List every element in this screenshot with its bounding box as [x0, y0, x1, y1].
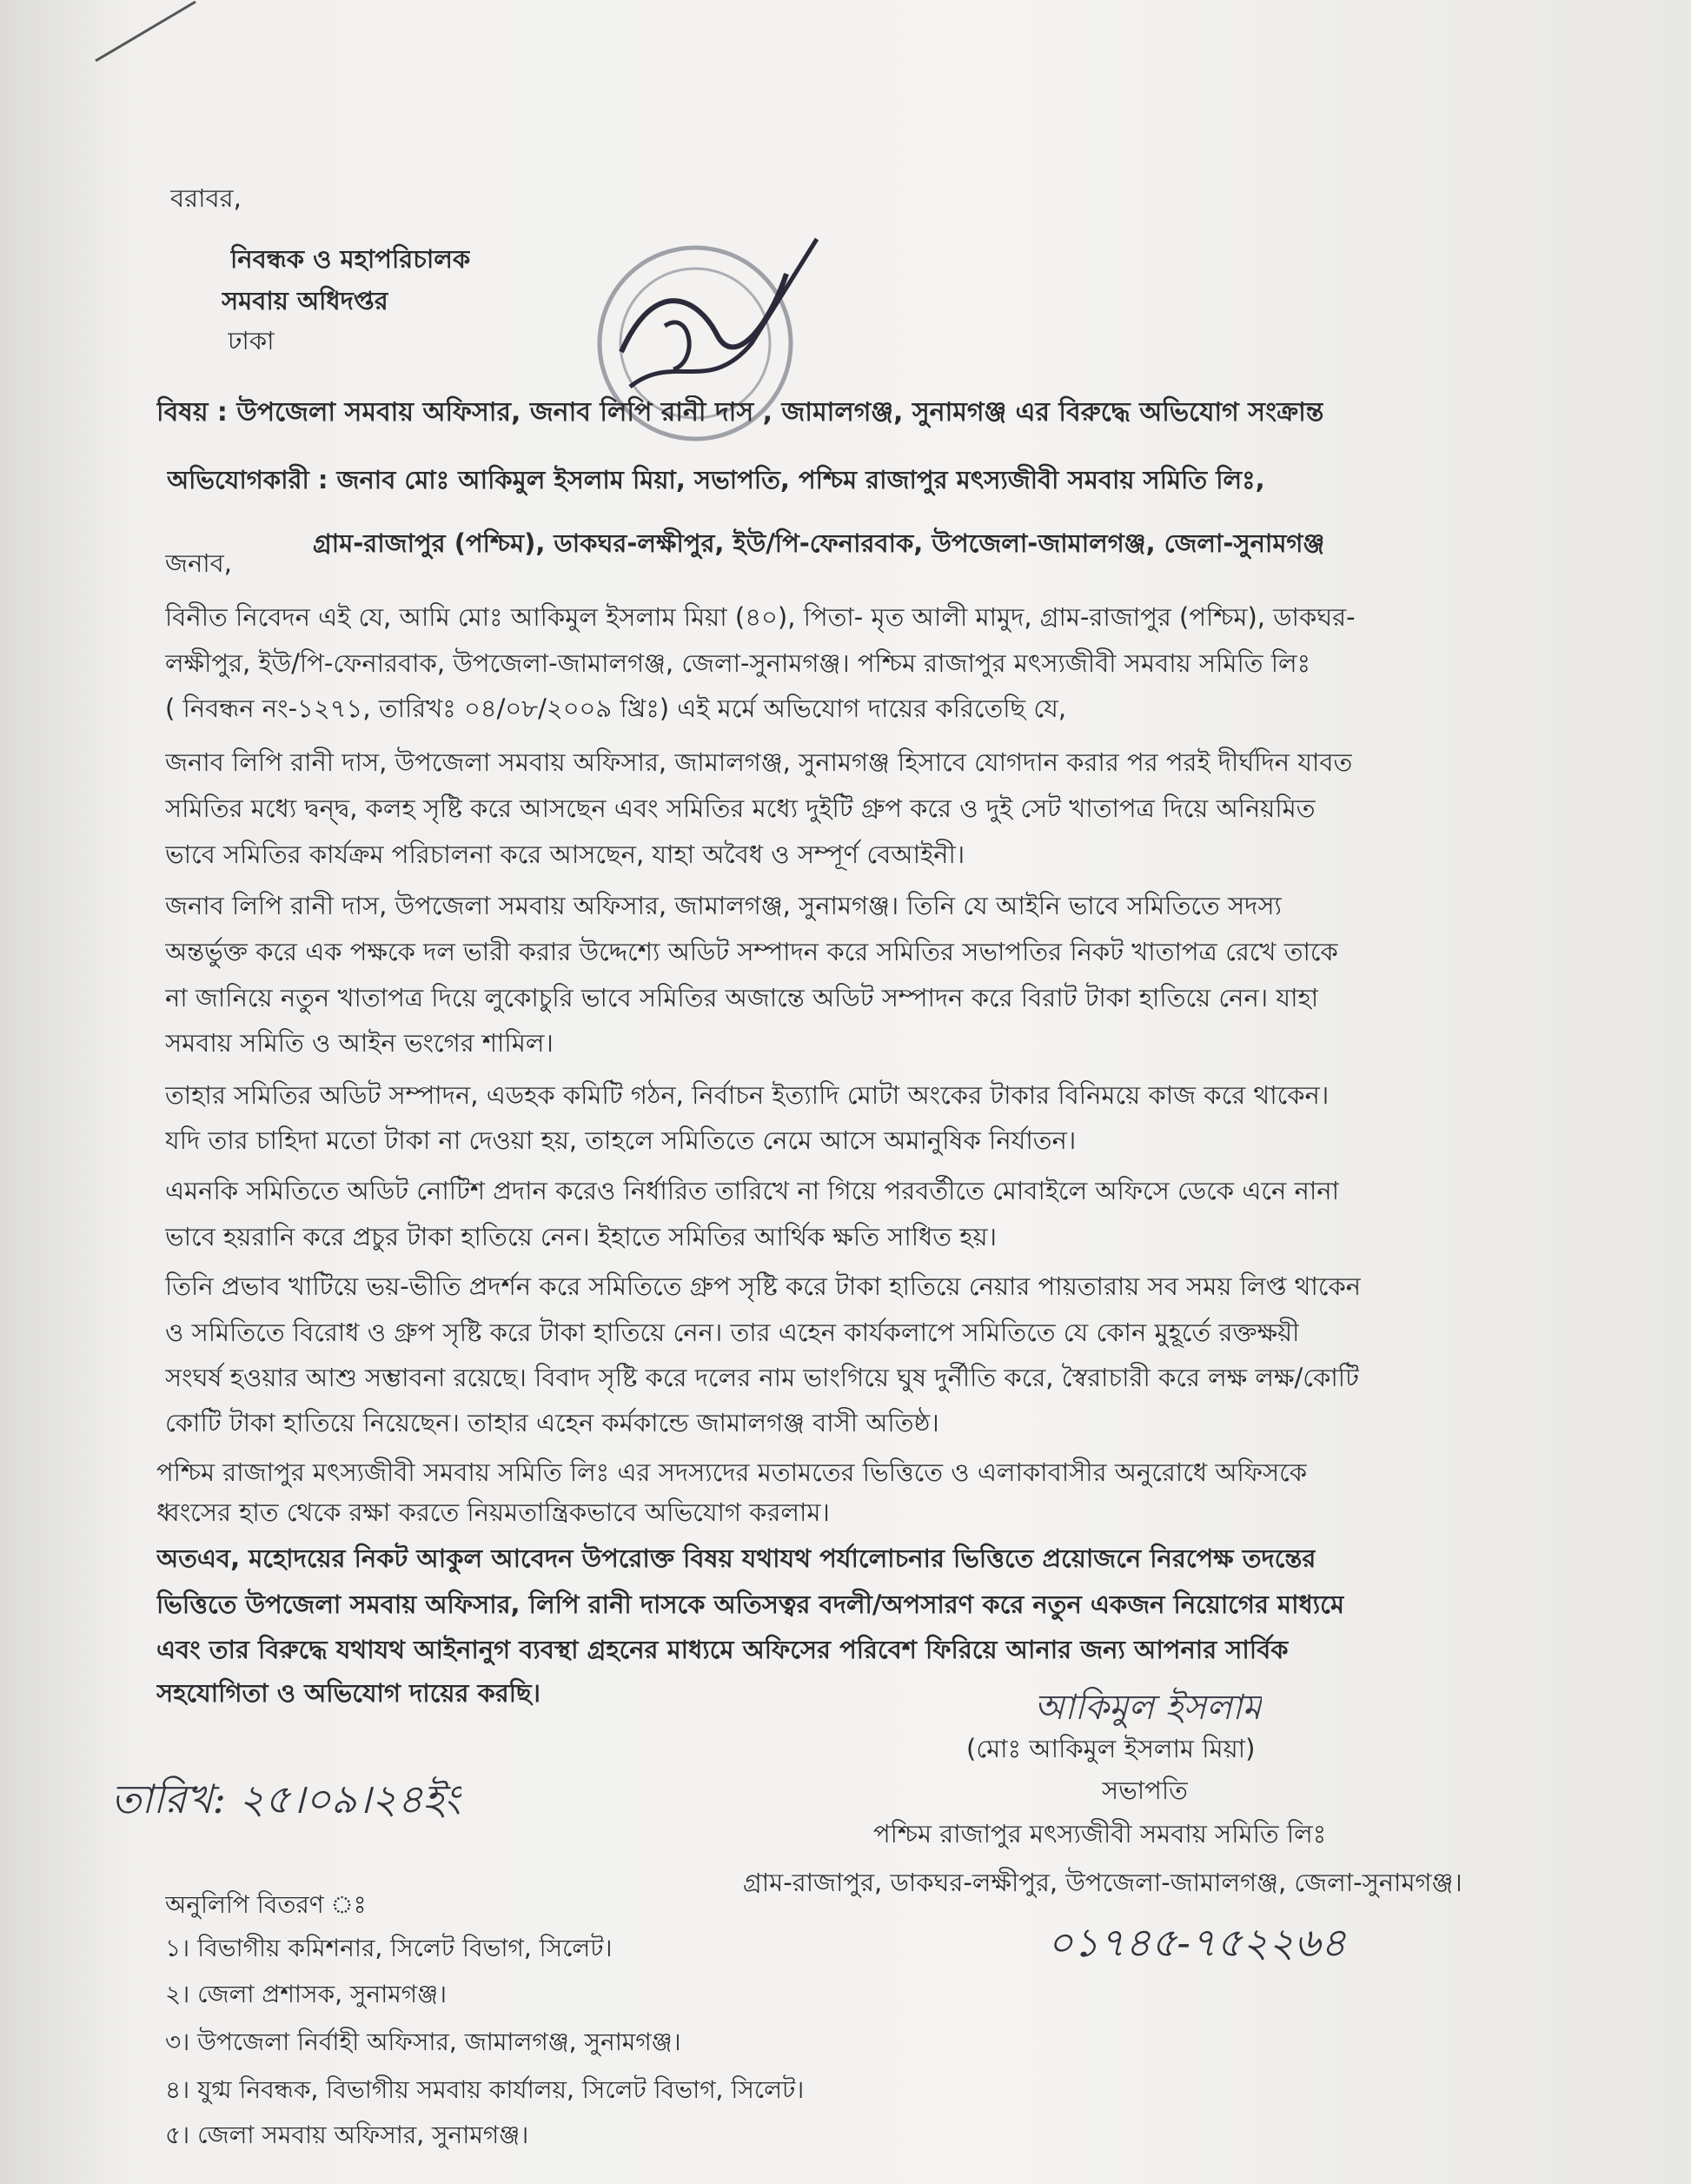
cc-item: ২। জেলা প্রশাসক, সুনামগঞ্জ। [165, 1980, 448, 2008]
complainant-line-2: গ্রাম-রাজাপুর (পশ্চিম), ডাকঘর-লক্ষীপুর, ইউ/পি-ফেনারবাক, উপজেলা-জামালগঞ্জ, জেলা-সুনামগঞ্জ [313, 528, 1325, 558]
body-line: ( নিবন্ধন নং-১২৭১, তারিখঃ ০৪/০৮/২০০৯ খ্রিঃ) এই মর্মে অভিযোগ দায়ের করিতেছি যে, [165, 694, 1067, 723]
body-line: এমনকি সমিতিতে অডিট নোটিশ প্রদান করেও নির্ধারিত তারিখে না গিয়ে পরবর্তীতে মোবাইলে অফিসে ডেকে এনে নানা [165, 1176, 1339, 1205]
signatory-address: গ্রাম-রাজাপুর, ডাকঘর-লক্ষীপুর, উপজেলা-জামালগঞ্জ, জেলা-সুনামগঞ্জ। [743, 1868, 1462, 1897]
body-line: লক্ষীপুর, ইউ/পি-ফেনারবাক, উপজেলা-জামালগঞ্জ, জেলা-সুনামগঞ্জ। পশ্চিম রাজাপুর মৎস্যজীবী সমবায় সমিতি লিঃ [165, 648, 1311, 678]
body-line: ও সমিতিতে বিরোধ ও গ্রুপ সৃষ্টি করে টাকা হাতিয়ে নেন। তার এহেন কার্যকলাপে সমিতিতে যে কোন মুহূর্তে রক্তক্ষয়ী [165, 1318, 1300, 1347]
cc-item: ৫। জেলা সমবায় অফিসার, সুনামগঞ্জ। [165, 2121, 529, 2149]
body-line: ভাবে সমিতির কার্যক্রম পরিচালনা করে আসছেন, যাহা অবৈধ ও সম্পূর্ণ বেআইনী। [165, 840, 965, 869]
body-line: পশ্চিম রাজাপুর মৎস্যজীবী সমবায় সমিতি লিঃ এর সদস্যদের মতামতের ভিত্তিতে ও এলাকাবাসীর অনুরোধে অফিসকে [156, 1457, 1308, 1487]
handwritten-signature: আকিমুল ইসলাম [1034, 1688, 1262, 1728]
body-line: সহযোগিতা ও অভিযোগ দায়ের করছি। [156, 1678, 540, 1708]
handwritten-date: তারিখ: ২৫।০৯।২৪ইং [111, 1776, 461, 1822]
body-line: সংঘর্ষ হওয়ার আশু সম্ভাবনা রয়েছে। বিবাদ সৃষ্টি করে দলের নাম ভাংগিয়ে ঘুষ দুর্নীতি করে, স্বৈরাচারী করে লক্ষ লক্ষ/কোটি [165, 1363, 1359, 1392]
signatory-title: সভাপতি [1102, 1776, 1188, 1805]
salutation-to: বরাবর, [170, 183, 242, 213]
body-line: তাহার সমিতির অডিট সম্পাদন, এডহক কমিটি গঠন, নির্বাচন ইত্যাদি মোটা অংকের টাকার বিনিময়ে কাজ করে থাকেন। [165, 1080, 1330, 1110]
body-line: ভিত্তিতে উপজেলা সমবায় অফিসার, লিপি রানী দাসকে অতিসত্বর বদলী/অপসারণ করে নতুন একজন নিয়োগের মাধ্যমে [156, 1590, 1344, 1619]
body-line: অতএব, মহোদয়ের নিকট আকুল আবেদন উপরোক্ত বিষয় যথাযথ পর্যালোচনার ভিত্তিতে প্রয়োজনে নিরপেক্ষ তদন্তের [156, 1543, 1316, 1573]
body-line: সমিতির মধ্যে দ্বন্দ্ব, কলহ সৃষ্টি করে আসছেন এবং সমিতির মধ্যে দুইটি গ্রুপ করে ও দুই সেট খাতাপত্র দিয়ে অনিয়মিত [165, 793, 1316, 823]
cc-item: ৪। যুগ্ম নিবন্ধক, বিভাগীয় সমবায় কার্যালয়, সিলেট বিভাগ, সিলেট। [165, 2075, 805, 2104]
recipient-department: সমবায় অধিদপ্তর [222, 286, 388, 315]
cc-heading: অনুলিপি বিতরণ ঃ [165, 1890, 367, 1919]
body-line: তিনি প্রভাব খাটিয়ে ভয়-ভীতি প্রদর্শন করে সমিতিতে গ্রুপ সৃষ্টি করে টাকা হাতিয়ে নেয়ার পায়তারায় সব সময় লিপ্ত থাকেন [165, 1271, 1362, 1301]
subject-line: বিষয় : উপজেলা সমবায় অফিসার, জনাব লিপি রানী দাস , জামালগঞ্জ, সুনামগঞ্জ এর বিরুদ্ধে অভিযোগ সংক্রান্ত [156, 397, 1324, 428]
greeting: জনাব, [165, 548, 233, 578]
body-line: এবং তার বিরুদ্ধে যথাযথ আইনানুগ ব্যবস্থা গ্রহনের মাধ্যমে অফিসের পরিবেশ ফিরিয়ে আনার জন্য আপনার সার্বিক [156, 1635, 1289, 1664]
body-line: জনাব লিপি রানী দাস, উপজেলা সমবায় অফিসার, জামালগঞ্জ, সুনামগঞ্জ হিসাবে যোগদান করার পর পরই দীর্ঘদিন যাবত [165, 747, 1353, 777]
recipient-title: নিবন্ধক ও মহাপরিচালক [230, 244, 471, 274]
body-line: সমবায় সমিতি ও আইন ভংগের শামিল। [165, 1028, 554, 1058]
signatory-organization: পশ্চিম রাজাপুর মৎস্যজীবী সমবায় সমিতি লিঃ [873, 1819, 1327, 1849]
pen-stroke [87, 0, 200, 70]
cc-item: ৩। উপজেলা নির্বাহী অফিসার, জামালগঞ্জ, সুনামগঞ্জ। [165, 2028, 681, 2056]
recipient-city: ঢাকা [228, 326, 275, 355]
body-line: জনাব লিপি রানী দাস, উপজেলা সমবায় অফিসার, জামালগঞ্জ, সুনামগঞ্জ। তিনি যে আইনি ভাবে সমিতিতে সদস্য [165, 891, 1282, 920]
body-line: ভাবে হয়রানি করে প্রচুর টাকা হাতিয়ে নেন। ইহাতে সমিতির আর্থিক ক্ষতি সাধিত হয়। [165, 1222, 997, 1251]
signatory-name: (মোঃ আকিমুল ইসলাম মিয়া) [966, 1734, 1256, 1763]
body-line: কোটি টাকা হাতিয়ে নিয়েছেন। তাহার এহেন কর্মকান্ডে জামালগঞ্জ বাসী অতিষ্ঠ। [165, 1408, 939, 1437]
body-line: বিনীত নিবেদন এই যে, আমি মোঃ আকিমুল ইসলাম মিয়া (৪০), পিতা- মৃত আলী মামুদ, গ্রাম-রাজাপুর (পশ্চিম), ডাকঘর- [165, 602, 1356, 632]
body-line: না জানিয়ে নতুন খাতাপত্র দিয়ে লুকোচুরি ভাবে সমিতির অজান্তে অডিট সম্পাদন করে বিরাট টাকা হাতিয়ে নেন। যাহা [165, 983, 1319, 1012]
cc-item: ১। বিভাগীয় কমিশনার, সিলেট বিভাগ, সিলেট। [165, 1934, 613, 1962]
body-line: অন্তর্ভুক্ত করে এক পক্ষকে দল ভারী করার উদ্দেশ্যে অডিট সম্পাদন করে সমিতির সভাপতির নিকট খাতাপত্র রেখে তাকে [165, 937, 1338, 966]
complainant-line-1: অভিযোগকারী : জনাব মোঃ আকিমুল ইসলাম মিয়া, সভাপতি, পশ্চিম রাজাপুর মৎস্যজীবী সমবায় সমিতি লিঃ, [167, 465, 1265, 495]
body-line: যদি তার চাহিদা মতো টাকা না দেওয়া হয়, তাহলে সমিতিতে নেমে আসে অমানুষিক নির্যাতন। [165, 1125, 1077, 1155]
body-line: ধ্বংসের হাত থেকে রক্ষা করতে নিয়মতান্ত্রিকভাবে অভিযোগ করলাম। [156, 1497, 830, 1527]
handwritten-phone: ০১৭৪৫-৭৫২২৬৪ [1047, 1919, 1347, 1966]
